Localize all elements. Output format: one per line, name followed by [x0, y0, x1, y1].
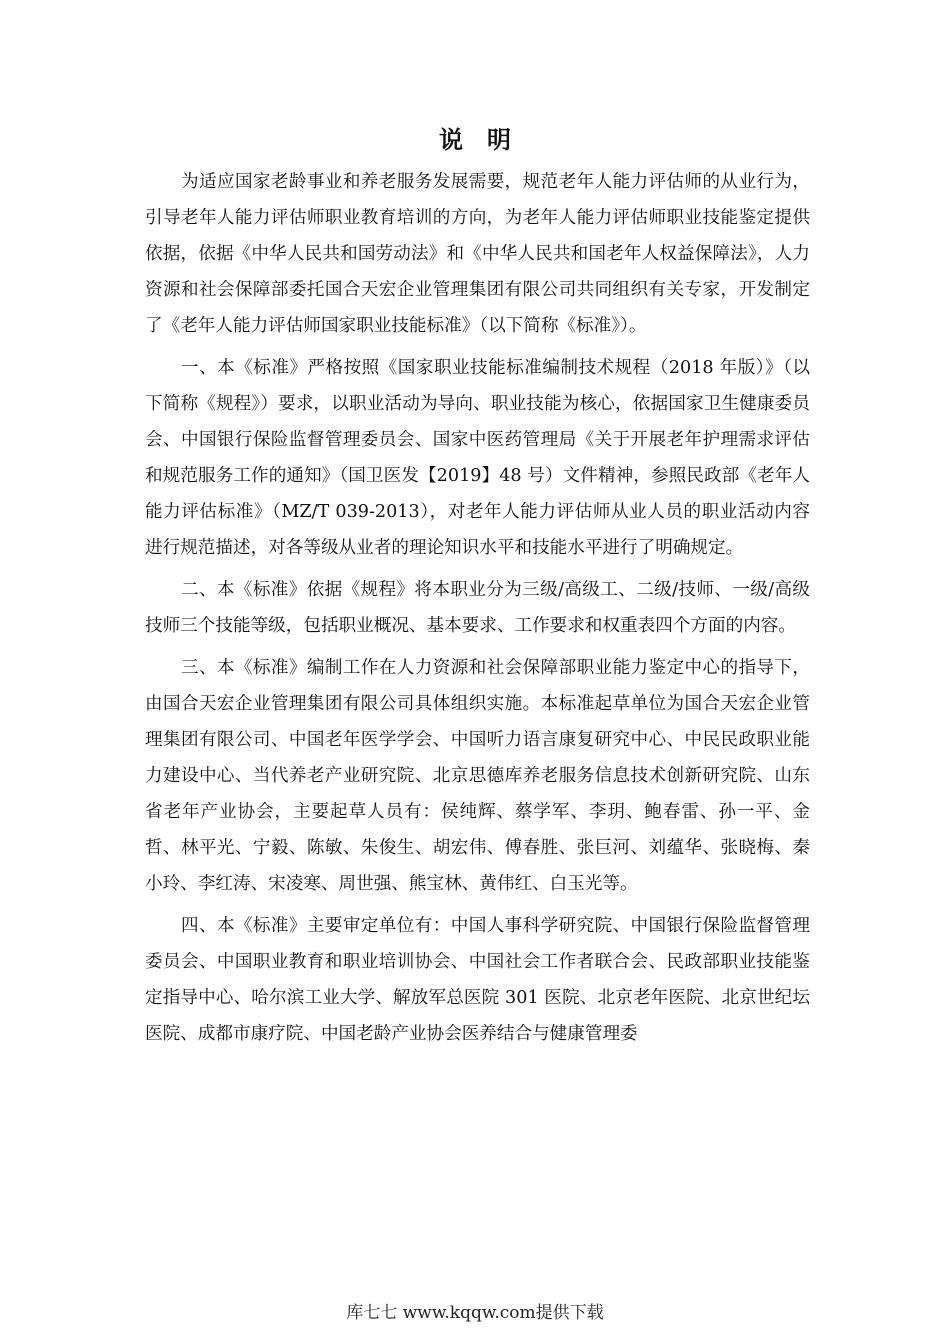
page-footer-watermark: 库七七 www.kqqw.com提供下载: [346, 1303, 604, 1323]
document-body: [145, 164, 810, 1058]
page-title: 说明: [439, 126, 535, 154]
paragraph-one: 一、本《标准》严格按照《国家职业技能标准编制技术规程（2018 年版）》（以下简称《规程》）要求，以职业活动为导向、职业技能为核心，依据国家卫生健康委员会、中国银行保险监督管理委员会、国家中医药管理局《关于开展老年护理需求评估和规范服务工作的通知》（国卫医发【2019】48 号）文件精神，参照民政部《老年人能力评估标准》（MZ/T 039-2013），对老年人能力评估师从业人员的职业活动内容进行规范描述，对各等级从业者的理论知识水平和技能水平进行了明确规定。: [145, 358, 810, 558]
paragraph-three: 三、本《标准》编制工作在人力资源和社会保障部职业能力鉴定中心的指导下，由国合天宏企业管理集团有限公司具体组织实施。本标准起草单位为国合天宏企业管理集团有限公司、中国老年医学学会、中国听力语言康复研究中心、中民民政职业能力建设中心、当代养老产业研究院、北京思德库养老服务信息技术创新研究院、山东省老年产业协会，主要起草人员有：侯纯辉、蔡学军、李玥、鲍春雷、孙一平、金哲、林平光、宁毅、陈敏、朱俊生、胡宏伟、傅春胜、张巨河、刘蕴华、张晓梅、秦小玲、李红涛、宋凌寒、周世强、熊宝林、黄伟红、白玉光等。: [145, 658, 810, 894]
paragraph-two: 二、本《标准》依据《规程》将本职业分为三级/高级工、二级/技师、一级/高级技师三个技能等级，包括职业概况、基本要求、工作要求和权重表四个方面的内容。: [145, 580, 810, 636]
paragraph-four: 四、本《标准》主要审定单位有：中国人事科学研究院、中国银行保险监督管理委员会、中国职业教育和职业培训协会、中国社会工作者联合会、民政部职业技能鉴定指导中心、哈尔滨工业大学、解放军总医院 301 医院、北京老年医院、北京世纪坛医院、成都市康疗院、中国老龄产业协会医养结合与健康管理委: [145, 916, 810, 1044]
paragraph-intro: 为适应国家老龄事业和养老服务发展需要，规范老年人能力评估师的从业行为，引导老年人能力评估师职业教育培训的方向，为老年人能力评估师职业技能鉴定提供依据，依据《中华人民共和国劳动法》和《中华人民共和国老年人权益保障法》，人力资源和社会保障部委托国合天宏企业管理集团有限公司共同组织有关专家，开发制定了《老年人能力评估师国家职业技能标准》（以下简称《标准》）。: [145, 172, 810, 336]
